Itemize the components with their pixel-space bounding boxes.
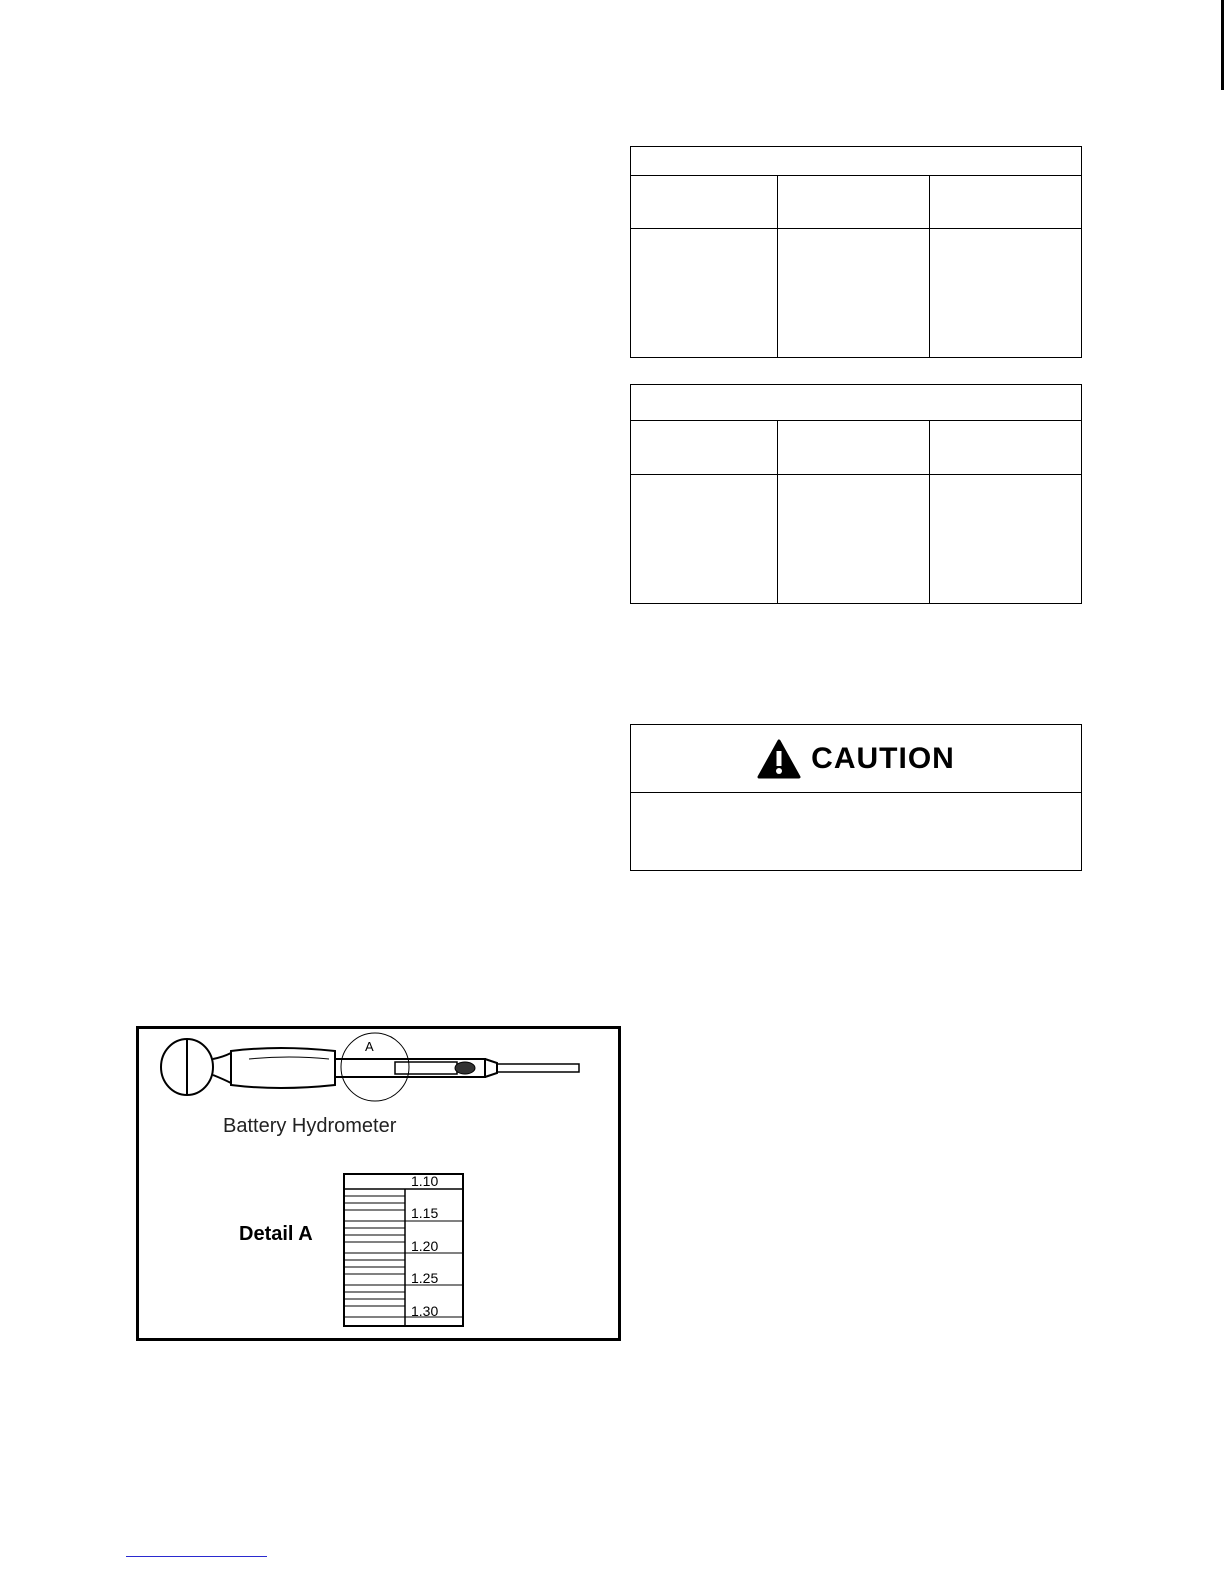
scale-value: 1.30	[411, 1303, 439, 1319]
table-column-divider	[777, 175, 778, 357]
table-title-row	[631, 385, 1081, 421]
scale-value: 1.10	[411, 1173, 439, 1189]
detail-label: Detail A	[239, 1223, 313, 1245]
hydrometer-barrel	[231, 1048, 335, 1088]
table-title-row	[631, 147, 1081, 176]
figure-caption: Battery Hydrometer	[223, 1115, 397, 1137]
table-column-divider	[777, 420, 778, 603]
hydrometer-figure	[136, 1026, 621, 1341]
hydrometer-nozzle	[497, 1064, 579, 1072]
scale-value: 1.15	[411, 1205, 439, 1221]
table-header-row	[631, 175, 1081, 229]
table-column-divider	[929, 175, 930, 357]
table-column-divider	[929, 420, 930, 603]
warning-triangle-icon	[757, 739, 801, 779]
detail-callout-circle	[341, 1033, 409, 1101]
scale-value: 1.20	[411, 1238, 439, 1254]
table-header-row	[631, 420, 1081, 475]
footer-link-underline[interactable]	[126, 1556, 267, 1557]
scale-value: 1.25	[411, 1270, 439, 1286]
caution-box	[630, 724, 1082, 871]
spec-table-1	[630, 146, 1082, 358]
caution-header	[631, 725, 1081, 793]
hydrometer-drawing	[139, 1029, 618, 1109]
caution-label: CAUTION	[811, 741, 955, 775]
callout-letter: A	[365, 1039, 374, 1054]
detail-scale	[343, 1173, 465, 1328]
spec-table-2	[630, 384, 1082, 604]
